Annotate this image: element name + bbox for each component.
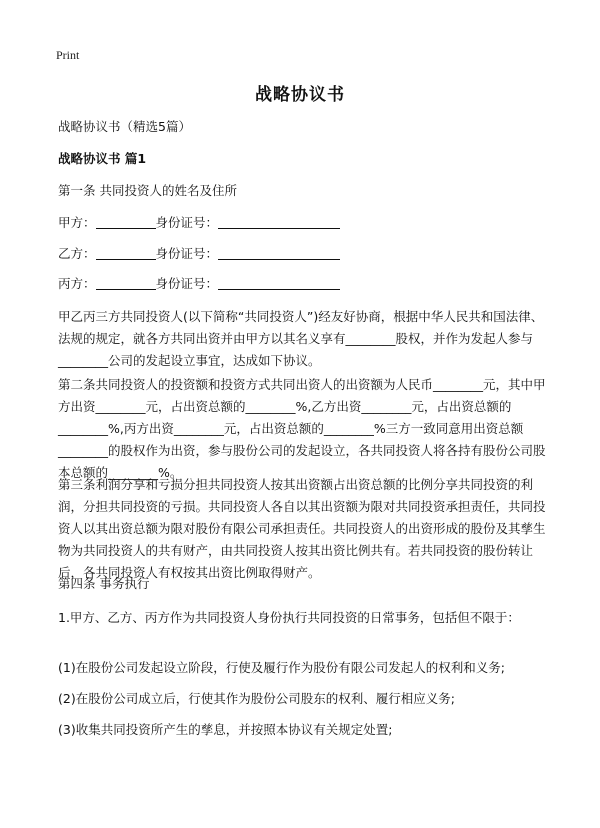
article2-paragraph: 第二条共同投资人的投资额和投资方式共同出资人的出资额为人民币________元，其中甲方出资________元，占出资总额的________%,乙方出资________元，占出资总额的________%,丙方出资________元，占出资总额的________%三方一致同意用出资总额________的股权作为出资，参与股份公司的发起设立，各共同投资人将各持有股份公司股本总额的________%。: [58, 377, 546, 480]
name-blank[interactable]: [96, 245, 156, 260]
page-title: 战略协议书: [255, 85, 345, 105]
article4-item1-3: (3)收集共同投资所产生的孳息，并按照本协议有关规定处置;: [58, 722, 393, 737]
party-label: 甲方：: [58, 215, 96, 230]
party-row-yi: [58, 244, 340, 264]
intro-paragraph: 甲乙丙三方共同投资人(以下简称“共同投资人”)经友好协商，根据中华人民共和国法律、法规的规定，就各方共同出资并由甲方以其名义享有________股权，并作为发起人参与________公司的发起设立事宜，达成如下协议。: [58, 309, 544, 368]
article4-item1: 1.甲方、乙方、丙方作为共同投资人身份执行共同投资的日常事务，包括但不限于：: [58, 610, 520, 625]
article3-paragraph: 第三条利润分享和亏损分担共同投资人按其出资额占出资总额的比例分享共同投资的利润，分担共同投资的亏损。共同投资人各自以其出资额为限对共同投资承担责任，共同投资人以其出资总额为限对股份有限公司承担责任。共同投资人的出资形成的股份及其孳生物为共同投资人的共有财产，由共同投资人按其出资比例共有。若共同投资的股份转让后，各共同投资人有权按其出资比例取得财产。: [58, 477, 546, 580]
party-row-bing: [58, 274, 340, 294]
article4-item1-2: (2)在股份公司成立后，行使其作为股份公司股东的权利、履行相应义务;: [58, 691, 455, 706]
article4-item1-1: (1)在股份公司发起设立阶段，行使及履行作为股份有限公司发起人的权利和义务;: [58, 660, 505, 675]
id-blank[interactable]: [218, 275, 340, 290]
id-label: 身份证号：: [155, 276, 219, 291]
id-blank[interactable]: [218, 245, 340, 260]
doc-subtitle: 战略协议书（精选5篇）: [58, 119, 191, 134]
article1-title: 第一条 共同投资人的姓名及住所: [58, 183, 237, 198]
party-row-jia: [58, 213, 340, 233]
party-label: 丙方：: [58, 276, 96, 291]
id-blank[interactable]: [218, 214, 340, 229]
id-label: 身份证号：: [155, 215, 219, 230]
name-blank[interactable]: [96, 214, 156, 229]
id-label: 身份证号：: [155, 246, 219, 261]
party-label: 乙方：: [58, 246, 96, 261]
name-blank[interactable]: [96, 275, 156, 290]
article4-title: 第四条 事务执行: [58, 576, 150, 591]
section-heading: 战略协议书 篇1: [58, 151, 147, 166]
print-link[interactable]: Print: [56, 48, 80, 62]
